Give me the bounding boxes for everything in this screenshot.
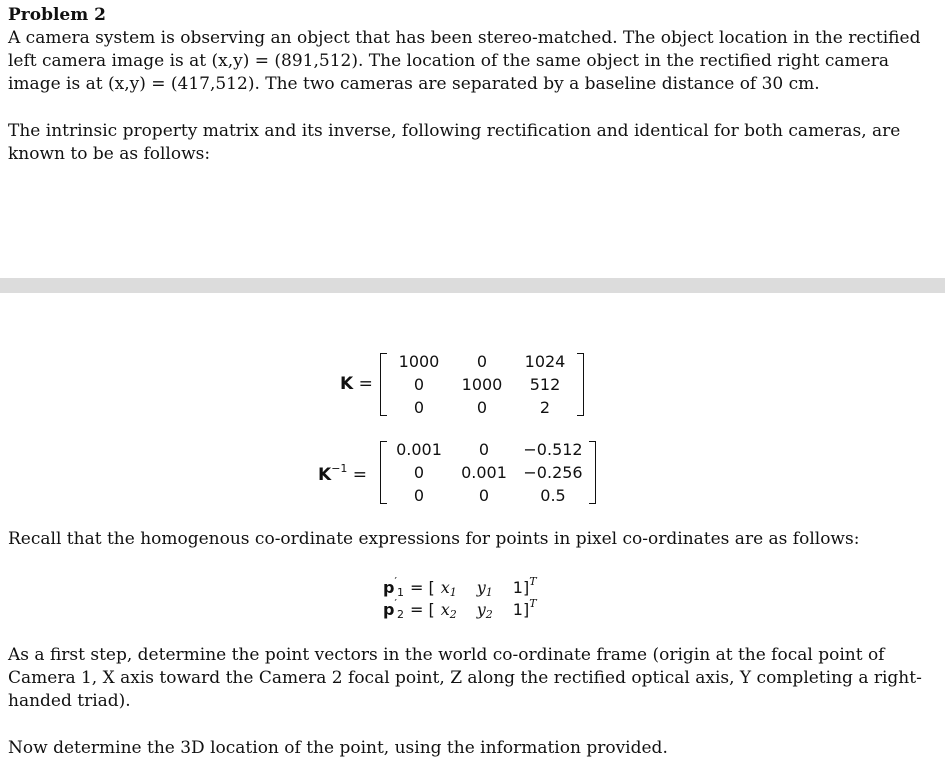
recall-text: Recall that the homogenous co-ordinate expressions for points in pixel co-ordinates are as follows:: [8, 529, 860, 549]
section-divider: [0, 278, 945, 293]
matrix-cell: 1024: [524, 352, 566, 371]
matrix-cell: 1000: [461, 375, 503, 394]
problem-title: Problem 2: [8, 5, 106, 25]
matrix-cell: 0: [413, 486, 425, 505]
matrix-cell: 512: [529, 375, 561, 394]
left-bracket: [380, 441, 387, 504]
intrinsics-description: The intrinsic property matrix and its inverse, following rectification and identical for both cameras, are known to be as follows:: [8, 121, 901, 164]
right-bracket: [589, 441, 596, 504]
matrix-cell: 0.001: [396, 440, 442, 459]
matrix-kinv-label: $K^{-1}$ =: [318, 462, 368, 485]
matrix-cell: 0.001: [461, 463, 507, 482]
matrix-cell: 0: [413, 398, 425, 417]
matrix-k: [380, 350, 584, 419]
matrix-cell: −0.256: [523, 463, 583, 482]
matrix-cell: −0.512: [523, 440, 583, 459]
matrix-cell: 1000: [398, 352, 440, 371]
point-2-expression: $p'_2$ = [ $x_2$ $y_2$ 1]$^T$: [383, 597, 537, 621]
problem-intro: A camera system is observing an object that has been stereo-matched. The object location in the rectified left camera image is at (x,y) = (891,512). The location of the same object in the rectified right camera image is at (x,y) = (417,512). The two cameras are separated by a baseline distance of 30 cm.: [8, 28, 921, 94]
matrix-cell: 0: [476, 352, 488, 371]
left-bracket: [380, 353, 387, 416]
point-1-expression: $p'_1$ = [ $x_1$ $y_1$ 1]$^T$: [383, 575, 537, 599]
matrix-cell: 0.5: [540, 486, 566, 505]
matrix-cell: 0: [413, 463, 425, 482]
final-instructions: Now determine the 3D location of the point, using the information provided.: [8, 738, 668, 758]
first-step-instructions: As a first step, determine the point vectors in the world co-ordinate frame (origin at the focal point of Camera 1, X axis toward the Camera 2 focal point, Z along the rectified optical axis, Y completing a right-handed triad).: [8, 645, 922, 711]
matrix-cell: 0: [476, 398, 488, 417]
matrix-cell: 2: [539, 398, 551, 417]
right-bracket: [577, 353, 584, 416]
matrix-cell: 0: [413, 375, 425, 394]
matrix-cell: 0: [478, 440, 490, 459]
matrix-cell: 0: [478, 486, 490, 505]
matrix-kinv: [380, 438, 596, 507]
matrix-k-label: K =: [340, 374, 373, 394]
